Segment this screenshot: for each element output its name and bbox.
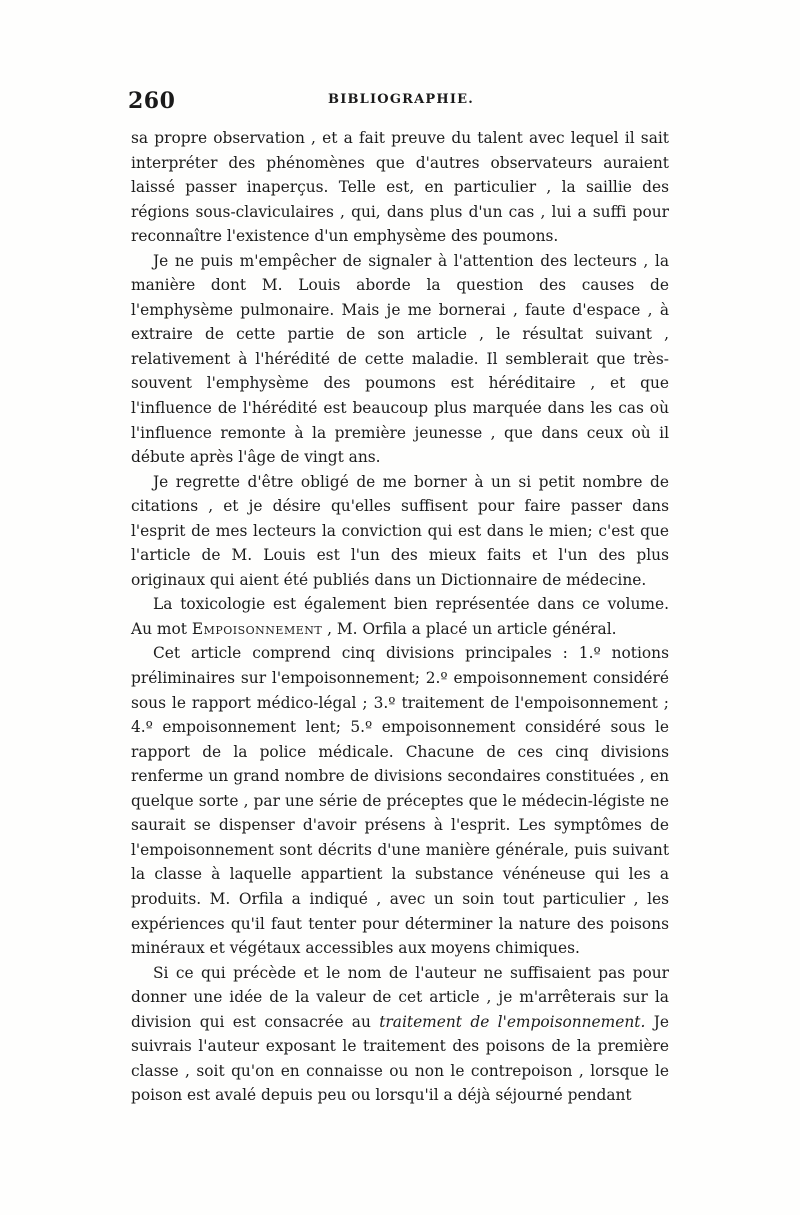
paragraph-4-start: La toxicologie est également bien représentée dans ce volume. Au mot: [131, 595, 669, 638]
paragraph-6: [131, 961, 669, 1108]
term-empoisonnement: Empoisonnement: [191, 619, 323, 638]
paragraph-3: Je regrette d'être obligé de me borner à un si petit nombre de citations , et je désire qu'elles suffisent pour faire passer dans l'esprit de mes lecteurs la conviction qui est dans le mien; c'est que l'article de M. Louis est l'un des mieux faits et l'un des plus originaux qui aient été publiés dans un Dictionnaire de médecine.: [131, 472, 669, 589]
body-text: [131, 126, 669, 1108]
paragraph-1: sa propre observation , et a fait preuve du talent avec lequel il sait interpréter des phénomènes que d'autres observateurs auraient laissé passer inaperçus. Telle est, en particulier , la saillie des régions sous-claviculaires , qui, dans plus d'un cas , lui a suffi pour reconnaître l'existence d'un emphysème des poumons.: [131, 129, 669, 246]
page-header: [128, 88, 674, 118]
italic-phrase: traitement de l'empoisonnement.: [379, 1012, 646, 1031]
paragraph-4-end: , M. Orfila a placé un article général.: [322, 619, 617, 638]
paragraph-6-start: Si ce qui précède et le nom de l'auteur ne suffisaient pas pour donner une idée de la valeur de cet article , je m'arrêterais sur la division qui est consacrée au: [131, 963, 669, 1031]
paragraph-2: Je ne puis m'empêcher de signaler à l'attention des lecteurs , la manière dont M. Louis aborde la question des causes de l'emphysème pulmonaire. Mais je me bornerai , faute d'espace , à extraire de cette partie de son article , le résultat suivant , relativement à l'hérédité de cette maladie. Il semblerait que très-souvent l'emphysème des poumons est héréditaire , et que l'influence de l'hérédité est beaucoup plus marquée dans les cas où l'influence remonte à la première jeunesse , que dans ceux où il débute après l'âge de vingt ans.: [131, 251, 669, 467]
page-number: 260: [128, 88, 176, 114]
running-head: BIBLIOGRAPHIE.: [328, 92, 474, 107]
paragraph-5: Cet article comprend cinq divisions principales : 1.º notions préliminaires sur l'empoisonnement; 2.º empoisonnement considéré sous le rapport médico-légal ; 3.º traitement de l'empoisonnement ; 4.º empoisonnement lent; 5.º empoisonnement considéré sous le rapport de la police médicale. Chacune de ces cinq divisions renferme un grand nombre de divisions secondaires constituées , en quelque sorte , par une série de préceptes que le médecin-légiste ne saurait se dispenser d'avoir présens à l'esprit. Les symptômes de l'empoisonnement sont décrits d'une manière générale, puis suivant la classe à laquelle appartient la substance vénéneuse qui les a produits. M. Orfila a indiqué , avec un soin tout particulier , les expériences qu'il faut tenter pour déterminer la nature des poisons minéraux et végétaux accessibles aux moyens chimiques.: [131, 644, 669, 958]
paragraph-6-end: Je suivrais l'auteur exposant le traitement des poisons de la première classe , soit qu'on en connaisse ou non le contrepoison , lorsque le poison est avalé depuis peu ou lorsqu'il a déjà séjourné pendant: [131, 1012, 670, 1105]
paragraph-4: [131, 592, 669, 641]
